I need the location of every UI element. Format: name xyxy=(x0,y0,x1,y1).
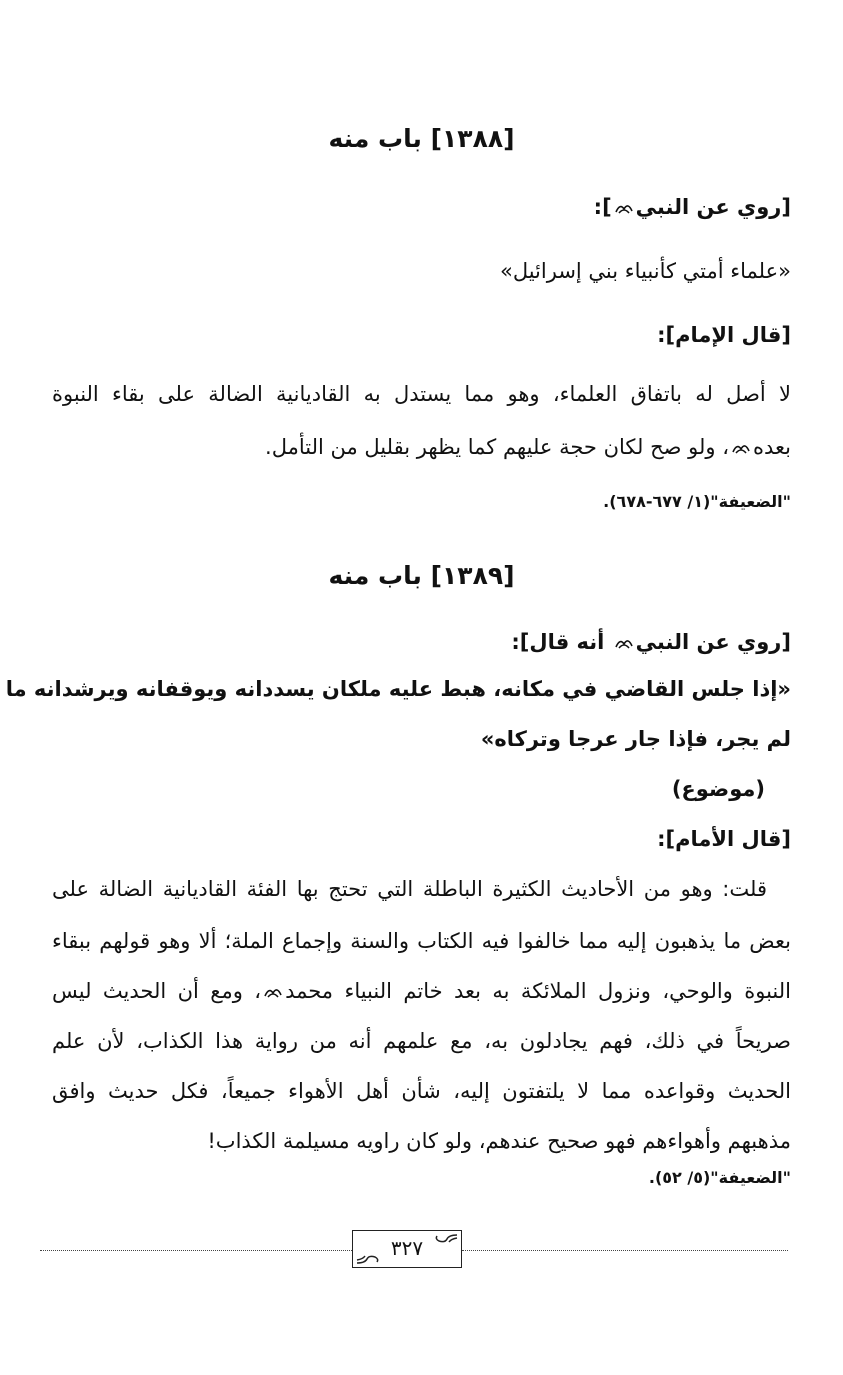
imam-label: [قال الأمام]: xyxy=(657,827,791,851)
comment-line-end: ، ومع أن الحديث ليس xyxy=(52,979,262,1003)
salla-ligature-icon xyxy=(731,441,751,455)
comment-line-start: النبوة والوحي، ونزول الملائكة به بعد خاتم النبياء محمد xyxy=(285,979,791,1003)
comment-line-start: بعده xyxy=(752,435,791,459)
source-citation: "الضعيفة"(١/ ٦٧٧-٦٧٨). xyxy=(603,492,791,511)
section-title-1389: [١٣٨٩] باب منه xyxy=(328,561,515,590)
salla-ligature-icon xyxy=(614,201,634,215)
narration-label-end: أنه قال]: xyxy=(511,630,605,654)
comment-line-end: ، ولو صح لكان حجة عليهم كما يظهر بقليل من التأمل. xyxy=(265,435,729,459)
narration-label xyxy=(52,627,791,657)
footer-divider xyxy=(40,1250,352,1251)
comment-line xyxy=(52,976,791,1006)
imam-label: [قال الإمام]: xyxy=(657,323,791,347)
hadith-text: «إذا جلس القاضي في مكانه، هبط عليه ملكان يسددانه ويوقفانه ويرشدانه ما xyxy=(5,677,791,701)
hadith-text: لم يجر، فإذا جار عرجا وتركاه» xyxy=(480,727,791,751)
hadith-text: «علماء أمتي كأنبياء بني إسرائيل» xyxy=(499,259,791,283)
comment-line: مذهبهم وأهواءهم فهو صحيح عندهم، ولو كان راويه مسيلمة الكذاب! xyxy=(207,1129,791,1153)
comment-line: بعض ما يذهبون إليه مما خالفوا فيه الكتاب والسنة وإجماع الملة؛ ألا وهو قولهم ببقاء xyxy=(52,929,791,953)
source-citation: "الضعيفة"(٥/ ٥٢). xyxy=(648,1168,791,1187)
page-number: ٣٢٧ xyxy=(390,1236,424,1260)
comment-line: لا أصل له باتفاق العلماء، وهو مما يستدل به القاديانية الضالة على بقاء النبوة xyxy=(52,382,791,406)
salla-ligature-icon xyxy=(263,985,283,999)
narration-label-text: [روي عن النبي xyxy=(635,630,791,654)
narration-label xyxy=(52,192,791,222)
footer-divider xyxy=(462,1250,788,1251)
salla-ligature-icon xyxy=(614,636,634,650)
section-title-1388: [١٣٨٨] باب منه xyxy=(328,124,515,153)
narration-label-text: [روي عن النبي xyxy=(635,195,791,219)
grading: (موضوع) xyxy=(671,777,765,801)
page-number-frame xyxy=(352,1230,462,1268)
comment-line: صريحاً في ذلك، فهم يجادلون به، مع علمهم أنه من رواية هذا الكذاب، لأن علم xyxy=(52,1029,791,1053)
comment-line xyxy=(52,432,791,462)
narration-label-end: ]: xyxy=(593,195,612,219)
comment-line: قلت: وهو من الأحاديث الكثيرة الباطلة التي تحتج بها الفئة القاديانية الضالة على xyxy=(52,877,767,901)
comment-line: الحديث وقواعده مما لا يلتفتون إليه، شأن أهل الأهواء جميعاً، فكل حديث وافق xyxy=(52,1079,791,1103)
